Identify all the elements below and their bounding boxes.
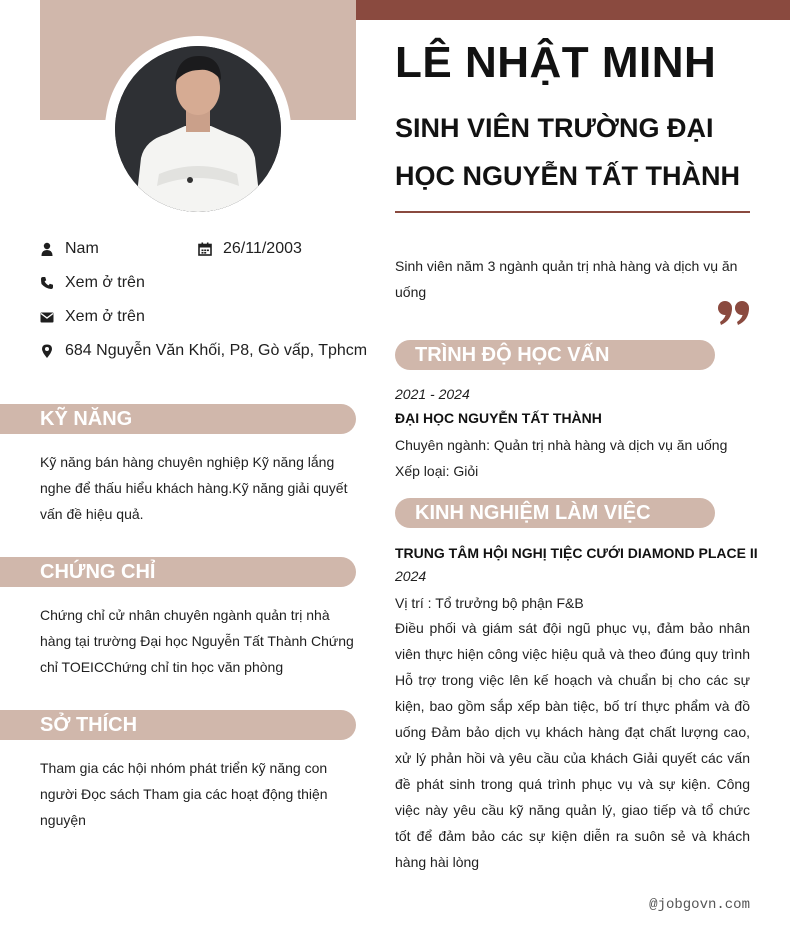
candidate-name: LÊ NHẬT MINH <box>395 38 717 87</box>
title-divider <box>395 211 750 213</box>
phone-value: Xem ở trên <box>65 274 145 291</box>
envelope-icon <box>40 310 54 324</box>
education-years: 2021 - 2024 <box>395 386 470 402</box>
phone-row <box>40 274 145 292</box>
certificates-text: Chứng chỉ cử nhân chuyên ngành quản trị nhà hàng tại trường Đại học Nguyễn Tất Thành Chứng chỉ TOEICChứng chỉ tin học văn phòng <box>40 607 354 675</box>
certificates-heading: CHỨNG CHỈ <box>0 557 356 587</box>
education-grade: Xếp loại: Giỏi <box>395 463 479 479</box>
hobbies-text: Tham gia các hội nhóm phát triển kỹ năng con người Đọc sách Tham gia các hoạt động thiện nguyện <box>40 760 328 828</box>
birthday-value: 26/11/2003 <box>223 240 302 257</box>
summary-text: Sinh viên năm 3 ngành quản trị nhà hàng và dịch vụ ăn uống <box>395 258 738 300</box>
education-major: Chuyên ngành: Quản trị nhà hàng và dịch vụ ăn uống <box>395 437 728 453</box>
calendar-icon <box>198 242 212 256</box>
skills-heading: KỸ NĂNG <box>0 404 356 434</box>
education-school: ĐẠI HỌC NGUYỄN TẤT THÀNH <box>395 410 602 426</box>
gender-row <box>40 240 99 258</box>
address-value: 684 Nguyễn Văn Khối, P8, Gò vấp, Tphcm <box>65 342 368 359</box>
experience-company: TRUNG TÂM HỘI NGHỊ TIỆC CƯỚI DIAMOND PLACE II <box>395 545 758 561</box>
person-icon <box>40 242 54 256</box>
skills-text: Kỹ năng bán hàng chuyên nghiệp Kỹ năng lắng nghe để thấu hiểu khách hàng.Kỹ năng giải quyết vấn đề hiệu quả. <box>40 454 348 522</box>
experience-role: Vị trí : Tổ trưởng bộ phận F&B <box>395 595 584 611</box>
experience-heading: KINH NGHIỆM LÀM VIỆC <box>395 498 715 528</box>
map-pin-icon <box>40 344 54 358</box>
candidate-title: SINH VIÊN TRƯỜNG ĐẠI HỌC NGUYỄN TẤT THÀNH <box>395 113 740 191</box>
experience-year: 2024 <box>395 568 427 584</box>
education-heading: TRÌNH ĐỘ HỌC VẤN <box>395 340 715 370</box>
hobbies-heading: SỞ THÍCH <box>0 710 356 740</box>
top-accent-bar <box>356 0 790 20</box>
address-row <box>40 342 367 360</box>
gender-value: Nam <box>65 240 99 257</box>
phone-icon <box>40 276 54 290</box>
footer-credit: @jobgovn.com <box>649 897 750 913</box>
quote-icon <box>717 300 751 326</box>
email-row <box>40 308 145 326</box>
avatar <box>115 46 281 212</box>
email-value: Xem ở trên <box>65 308 145 325</box>
birthday-row <box>198 240 302 258</box>
experience-description: Điều phối và giám sát đội ngũ phục vụ, đảm bảo nhân viên thực hiện công việc hiệu quả và theo đúng quy trình Hỗ trợ trong việc lên kế hoạch và chuẩn bị cho các sự kiện, bao gồm sắp xếp bàn tiệc, bố trí thực phẩm và đồ uống Đảm bảo dịch vụ khách hàng đạt chất lượng cao, xử lý phản hồi và yêu cầu của khách Giải quyết các vấn đề phát sinh trong quá trình phục vụ và sự kiện. Công việc này yêu cầu kỹ năng quản lý, giao tiếp và tổ chức tốt để đảm bảo các sự kiện diễn ra suôn sẻ và khách hàng hài lòng <box>395 620 750 870</box>
